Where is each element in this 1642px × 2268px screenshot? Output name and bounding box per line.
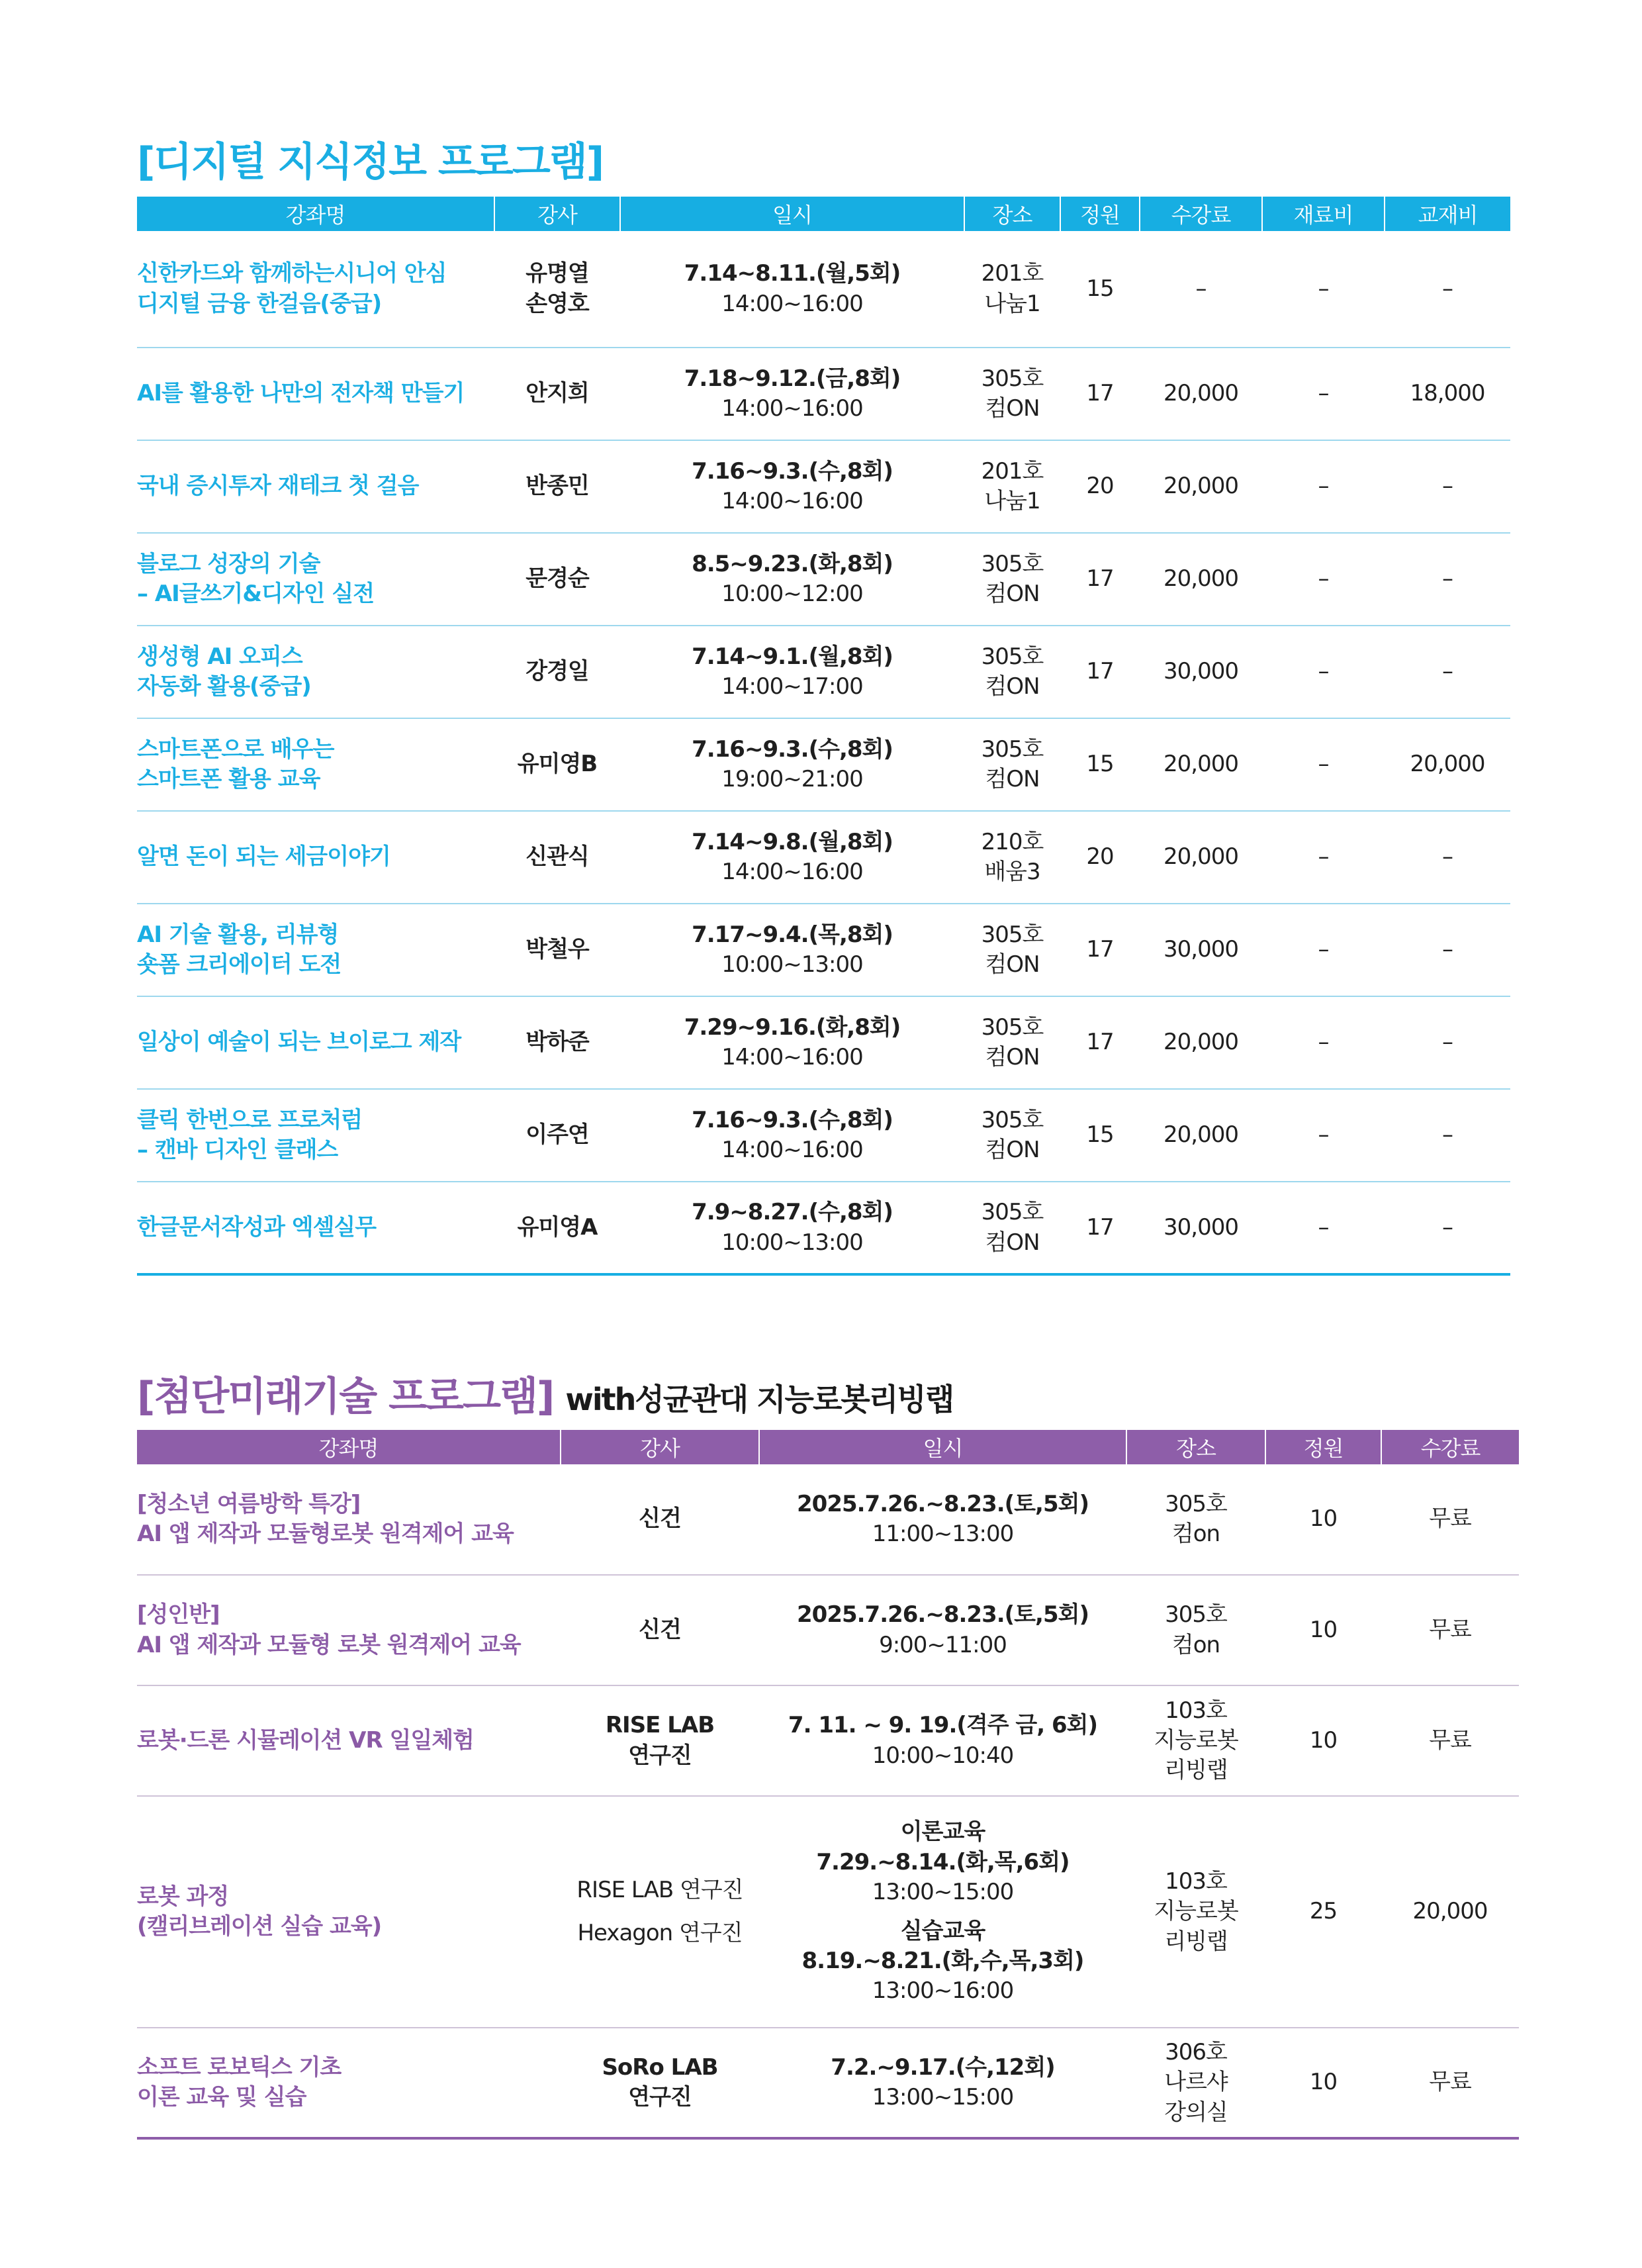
schedule-time: 9:00~11:00 — [879, 1631, 1007, 1658]
instructor-cell — [561, 1464, 759, 1575]
digital-table-body — [137, 231, 1510, 1274]
place-line: 지능로봇 — [1154, 1898, 1238, 1925]
schedule-cell — [620, 904, 964, 996]
schedule-date: 2025.7.26.~8.23.(토,5회) — [797, 1490, 1089, 1517]
course-name-cell — [137, 1464, 561, 1575]
place-line: 305호 — [1165, 1490, 1227, 1517]
schedule-cell — [759, 1685, 1126, 1796]
schedule-label: 이론교육 — [900, 1819, 985, 1846]
schedule-cell — [620, 440, 964, 533]
header-schedule: 일시 — [759, 1430, 1126, 1464]
place-line: 103호 — [1165, 1868, 1227, 1895]
place-cell — [964, 904, 1060, 996]
schedule-date: 7.14~8.11.(월,5회) — [684, 260, 901, 287]
course-name: 알면 돈이 되는 세금이야기 — [137, 843, 390, 871]
future-tech-section — [137, 1357, 1519, 2140]
table-row — [137, 348, 1510, 440]
capacity-cell: 10 — [1309, 1616, 1338, 1643]
fee-cell: 20,000 — [1163, 843, 1238, 871]
digital-table-header — [137, 197, 1510, 231]
place-line: 305호 — [1165, 1601, 1227, 1629]
textbook-fee-cell: 18,000 — [1410, 380, 1485, 407]
place-cell — [964, 231, 1060, 348]
place-line: 컴on — [1171, 1631, 1220, 1658]
table-row — [137, 718, 1510, 811]
capacity-cell: 10 — [1309, 2069, 1338, 2096]
course-name: 이론 교육 및 실습 — [137, 2084, 306, 2110]
room-name: 컴ON — [985, 395, 1040, 422]
material-fee-cell: – — [1318, 936, 1329, 963]
header-instructor: 강사 — [561, 1430, 759, 1464]
capacity-cell: 17 — [1086, 565, 1114, 592]
schedule-date: 7.18~9.12.(금,8회) — [684, 365, 901, 392]
schedule-cell — [620, 996, 964, 1089]
course-name-cell — [137, 231, 494, 348]
schedule-date: 7.2.~9.17.(수,12회) — [831, 2054, 1055, 2081]
schedule-date: 7. 11. ~ 9. 19.(격주 금, 6회) — [788, 1712, 1098, 1739]
place-cell — [964, 348, 1060, 440]
place-line: 컴on — [1171, 1521, 1220, 1547]
course-name-cell — [137, 348, 494, 440]
capacity-cell: 10 — [1309, 1726, 1338, 1754]
course-name-cell — [137, 811, 494, 904]
schedule-time: 10:00~13:00 — [721, 951, 863, 978]
place-cell — [1126, 1464, 1265, 1575]
digital-program-table — [137, 197, 1510, 1276]
schedule-time: 14:00~16:00 — [721, 1044, 863, 1070]
place-cell — [1126, 1685, 1265, 1796]
room-number: 305호 — [981, 643, 1044, 670]
textbook-fee-cell: – — [1442, 275, 1453, 302]
textbook-fee-cell: – — [1442, 473, 1453, 500]
course-name: 스마트폰으로 배우는 — [137, 735, 334, 763]
table-row — [137, 626, 1510, 718]
instructor-name: SoRo LAB — [602, 2054, 718, 2081]
schedule-cell — [620, 718, 964, 811]
course-name: – AI글쓰기&디자인 실전 — [137, 581, 375, 607]
future-program-table — [137, 1430, 1519, 2140]
header-schedule: 일시 — [620, 197, 964, 231]
schedule-time: 10:00~10:40 — [872, 1742, 1014, 1769]
course-name: [청소년 여름방학 특강] — [137, 1490, 361, 1517]
fee-cell: – — [1195, 275, 1207, 302]
instructor-name: 신건 — [639, 1616, 681, 1643]
course-name: AI 앱 제작과 모듈형 로봇 원격제어 교육 — [137, 1631, 521, 1658]
room-name: 컴ON — [985, 673, 1040, 700]
capacity-cell: 17 — [1086, 658, 1114, 685]
room-number: 305호 — [981, 921, 1044, 948]
textbook-fee-cell: 20,000 — [1410, 751, 1485, 778]
room-name: 컴ON — [985, 1137, 1040, 1163]
capacity-cell: 15 — [1086, 751, 1114, 778]
instructor-name: 연구진 — [628, 1742, 692, 1769]
course-name: AI 앱 제작과 모듈형로봇 원격제어 교육 — [137, 1521, 514, 1547]
fee-cell: 30,000 — [1163, 1213, 1238, 1241]
fee-cell: 20,000 — [1163, 751, 1238, 778]
course-name: 신한카드와 함께하는시니어 안심 — [137, 260, 447, 287]
textbook-fee-cell: – — [1442, 565, 1453, 592]
instructor-cell — [561, 1575, 759, 1685]
table-row — [137, 1089, 1510, 1182]
material-fee-cell: – — [1318, 658, 1329, 685]
place-line: 강의실 — [1164, 2099, 1228, 2126]
schedule-label: 실습교육 — [900, 1918, 985, 1944]
material-fee-cell: – — [1318, 843, 1329, 871]
instructor-cell — [494, 718, 620, 811]
instructor-cell — [494, 533, 620, 626]
instructor-cell — [494, 904, 620, 996]
room-number: 305호 — [981, 1199, 1044, 1226]
place-cell — [964, 1182, 1060, 1274]
material-fee-cell: – — [1318, 1121, 1329, 1149]
course-name: 국내 증시투자 재테크 첫 걸음 — [137, 473, 419, 500]
course-name: 로봇 과정 — [137, 1883, 229, 1910]
schedule-cell — [759, 2028, 1126, 2138]
capacity-cell: 15 — [1086, 275, 1114, 302]
capacity-cell: 17 — [1086, 936, 1114, 963]
schedule-date: 7.16~9.3.(수,8회) — [692, 735, 893, 763]
fee-cell: 무료 — [1429, 1616, 1471, 1643]
room-name: 나눔1 — [984, 290, 1040, 317]
fee-cell: 20,000 — [1163, 1029, 1238, 1056]
schedule-date: 7.29.~8.14.(화,목,6회) — [816, 1848, 1070, 1875]
instructor-cell — [561, 1796, 759, 2028]
future-section-header — [137, 1357, 1519, 1420]
future-section-title: [첨단미래기술 프로그램] — [137, 1374, 554, 1420]
table-row — [137, 904, 1510, 996]
schedule-date: 8.19.~8.21.(화,수,목,3회) — [801, 1948, 1084, 1975]
place-cell — [964, 718, 1060, 811]
header-place: 장소 — [964, 197, 1060, 231]
capacity-cell: 25 — [1309, 1898, 1338, 1925]
schedule-time: 13:00~15:00 — [872, 1878, 1014, 1905]
course-name-cell — [137, 996, 494, 1089]
material-fee-cell: – — [1318, 565, 1329, 592]
course-name: 숏폼 크리에이터 도전 — [137, 951, 342, 978]
fee-cell: 30,000 — [1163, 936, 1238, 963]
place-line: 리빙랩 — [1164, 1928, 1228, 1955]
header-textbook: 교재비 — [1385, 197, 1510, 231]
course-name: AI를 활용한 나만의 전자책 만들기 — [137, 380, 465, 407]
room-number: 201호 — [981, 457, 1044, 485]
material-fee-cell: – — [1318, 1029, 1329, 1056]
material-fee-cell: – — [1318, 1213, 1329, 1241]
course-name-cell — [137, 1182, 494, 1274]
room-number: 305호 — [981, 365, 1044, 392]
course-name: 스마트폰 활용 교육 — [137, 766, 320, 792]
instructor-name: 신관식 — [525, 843, 589, 871]
instructor-name: 연구진 — [628, 2084, 692, 2110]
table-row — [137, 1182, 1510, 1274]
schedule-cell — [620, 231, 964, 348]
instructor-cell — [494, 1182, 620, 1274]
digital-program-section — [137, 122, 1510, 1276]
course-name-cell — [137, 904, 494, 996]
schedule-time: 13:00~15:00 — [872, 2084, 1014, 2110]
textbook-fee-cell: – — [1442, 1029, 1453, 1056]
fee-cell: 20,000 — [1163, 1121, 1238, 1149]
place-line: 리빙랩 — [1164, 1757, 1228, 1784]
fee-cell: 무료 — [1429, 2069, 1471, 2096]
schedule-date: 7.29~9.16.(화,8회) — [684, 1014, 901, 1041]
room-name: 컴ON — [985, 951, 1040, 978]
instructor-name: RISE LAB — [605, 1712, 715, 1739]
schedule-time: 13:00~16:00 — [872, 1977, 1014, 2005]
table-row — [137, 440, 1510, 533]
capacity-cell: 17 — [1086, 380, 1114, 407]
place-cell — [964, 533, 1060, 626]
place-line: 103호 — [1165, 1697, 1227, 1724]
schedule-cell — [620, 626, 964, 718]
course-name: 로봇·드론 시뮬레이션 VR 일일체험 — [137, 1726, 474, 1754]
schedule-date: 2025.7.26.~8.23.(토,5회) — [797, 1601, 1089, 1629]
schedule-time: 14:00~16:00 — [721, 395, 863, 422]
course-name-cell — [137, 1685, 561, 1796]
instructor-name: 유명열 — [525, 260, 589, 287]
course-name-cell — [137, 1575, 561, 1685]
schedule-date: 7.17~9.4.(목,8회) — [692, 921, 893, 948]
course-name: 한글문서작성과 엑셀실무 — [137, 1213, 377, 1241]
room-name: 나눔1 — [984, 488, 1040, 514]
schedule-cell — [620, 348, 964, 440]
fee-cell: 20,000 — [1412, 1898, 1488, 1925]
instructor-name: RISE LAB 연구진 — [576, 1876, 743, 1903]
schedule-time: 14:00~16:00 — [721, 488, 863, 514]
future-table-body — [137, 1464, 1519, 2138]
schedule-time: 10:00~13:00 — [721, 1229, 863, 1256]
capacity-cell: 20 — [1086, 473, 1114, 500]
table-row — [137, 533, 1510, 626]
schedule-date: 7.14~9.8.(월,8회) — [692, 828, 893, 855]
course-name-cell — [137, 718, 494, 811]
capacity-cell: 10 — [1309, 1505, 1338, 1533]
course-name: – 캔바 디자인 클래스 — [137, 1137, 338, 1163]
future-table-header — [137, 1430, 1519, 1464]
course-name-cell — [137, 440, 494, 533]
future-section-subtitle: with성균관대 지능로봇리빙랩 — [565, 1382, 954, 1417]
room-name: 컴ON — [985, 1229, 1040, 1256]
material-fee-cell: – — [1318, 751, 1329, 778]
textbook-fee-cell: – — [1442, 936, 1453, 963]
capacity-cell: 20 — [1086, 843, 1114, 871]
schedule-cell — [620, 1089, 964, 1182]
textbook-fee-cell: – — [1442, 1121, 1453, 1149]
place-cell — [1126, 2028, 1265, 2138]
room-number: 305호 — [981, 1014, 1044, 1041]
place-cell — [1126, 1796, 1265, 2028]
table-row — [137, 1685, 1519, 1796]
room-number: 305호 — [981, 1106, 1044, 1133]
header-name: 강좌명 — [137, 1430, 561, 1464]
course-name: AI 기술 활용, 리뷰형 — [137, 921, 339, 948]
instructor-name: 손영호 — [525, 290, 589, 317]
room-name: 배움3 — [984, 859, 1040, 885]
place-line: 306호 — [1165, 2039, 1227, 2066]
place-cell — [964, 811, 1060, 904]
schedule-time: 14:00~16:00 — [721, 1137, 863, 1163]
header-fee: 수강료 — [1140, 197, 1262, 231]
instructor-cell — [494, 996, 620, 1089]
textbook-fee-cell: – — [1442, 843, 1453, 871]
schedule-cell — [620, 1182, 964, 1274]
room-number: 305호 — [981, 735, 1044, 763]
course-name-cell — [137, 2028, 561, 2138]
header-material: 재료비 — [1262, 197, 1385, 231]
digital-section-title: [디지털 지식정보 프로그램] — [137, 139, 604, 185]
capacity-cell: 15 — [1086, 1121, 1114, 1149]
instructor-name: Hexagon 연구진 — [577, 1920, 743, 1946]
course-name: [성인반] — [137, 1601, 220, 1629]
instructor-cell — [561, 2028, 759, 2138]
course-name: 클릭 한번으로 프로처럼 — [137, 1106, 363, 1133]
course-name: 블로그 성장의 기술 — [137, 550, 320, 577]
instructor-cell — [494, 231, 620, 348]
course-name: 일상이 예술이 되는 브이로그 제작 — [137, 1029, 461, 1056]
place-cell — [964, 626, 1060, 718]
instructor-cell — [494, 1089, 620, 1182]
schedule-time: 10:00~12:00 — [721, 581, 863, 607]
schedule-cell — [759, 1796, 1126, 2028]
schedule-date: 7.16~9.3.(수,8회) — [692, 457, 893, 485]
table-row — [137, 231, 1510, 348]
table-row — [137, 811, 1510, 904]
course-name: 자동화 활용(중급) — [137, 673, 311, 700]
fee-cell: 무료 — [1429, 1505, 1471, 1533]
instructor-cell — [494, 626, 620, 718]
place-line: 나르샤 — [1164, 2069, 1228, 2096]
instructor-name: 강경일 — [525, 658, 589, 685]
schedule-date: 7.14~9.1.(월,8회) — [692, 643, 893, 670]
fee-cell: 20,000 — [1163, 565, 1238, 592]
course-name: (캘리브레이션 실습 교육) — [137, 1913, 382, 1940]
place-line: 지능로봇 — [1154, 1726, 1238, 1754]
schedule-time: 14:00~16:00 — [721, 859, 863, 885]
header-capacity: 정원 — [1265, 1430, 1381, 1464]
course-name-cell — [137, 1089, 494, 1182]
header-instructor: 강사 — [494, 197, 620, 231]
material-fee-cell: – — [1318, 380, 1329, 407]
fee-cell: 20,000 — [1163, 380, 1238, 407]
digital-section-header — [137, 122, 1510, 185]
course-name-cell — [137, 626, 494, 718]
table-row — [137, 1464, 1519, 1575]
instructor-name: 반종민 — [525, 473, 589, 500]
place-cell — [964, 1089, 1060, 1182]
textbook-fee-cell: – — [1442, 658, 1453, 685]
schedule-cell — [620, 533, 964, 626]
fee-cell: 30,000 — [1163, 658, 1238, 685]
instructor-cell — [561, 1685, 759, 1796]
instructor-cell — [494, 811, 620, 904]
header-capacity: 정원 — [1060, 197, 1140, 231]
schedule-time: 19:00~21:00 — [721, 766, 863, 792]
room-name: 컴ON — [985, 581, 1040, 607]
instructor-cell — [494, 348, 620, 440]
textbook-fee-cell: – — [1442, 1213, 1453, 1241]
capacity-cell: 17 — [1086, 1213, 1114, 1241]
room-name: 컴ON — [985, 766, 1040, 792]
room-number: 210호 — [981, 828, 1044, 855]
table-row — [137, 2028, 1519, 2138]
schedule-date: 7.9~8.27.(수,8회) — [692, 1199, 893, 1226]
room-number: 305호 — [981, 550, 1044, 577]
instructor-name: 이주연 — [525, 1121, 589, 1149]
material-fee-cell: – — [1318, 275, 1329, 302]
instructor-name: 박하준 — [525, 1029, 589, 1056]
instructor-name: 박철우 — [525, 936, 589, 963]
header-fee: 수강료 — [1381, 1430, 1519, 1464]
course-name-cell — [137, 533, 494, 626]
capacity-cell: 17 — [1086, 1029, 1114, 1056]
instructor-name: 문경순 — [525, 565, 589, 592]
place-cell — [1126, 1575, 1265, 1685]
course-name: 생성형 AI 오피스 — [137, 643, 302, 670]
instructor-cell — [494, 440, 620, 533]
fee-cell: 20,000 — [1163, 473, 1238, 500]
course-name-cell — [137, 1796, 561, 2028]
instructor-name: 유미영B — [517, 751, 598, 778]
schedule-cell — [620, 811, 964, 904]
place-cell — [964, 440, 1060, 533]
schedule-date: 8.5~9.23.(화,8회) — [692, 550, 893, 577]
schedule-cell — [759, 1464, 1126, 1575]
header-name: 강좌명 — [137, 197, 494, 231]
material-fee-cell: – — [1318, 473, 1329, 500]
table-row — [137, 1796, 1519, 2028]
room-name: 컴ON — [985, 1044, 1040, 1070]
schedule-time: 14:00~16:00 — [721, 290, 863, 317]
schedule-cell — [759, 1575, 1126, 1685]
instructor-name: 유미영A — [517, 1213, 598, 1241]
room-number: 201호 — [981, 260, 1044, 287]
schedule-time: 11:00~13:00 — [872, 1521, 1014, 1547]
schedule-date: 7.16~9.3.(수,8회) — [692, 1106, 893, 1133]
schedule-time: 14:00~17:00 — [721, 673, 863, 700]
fee-cell: 무료 — [1429, 1726, 1471, 1754]
instructor-name: 안지희 — [525, 380, 589, 407]
header-place: 장소 — [1126, 1430, 1265, 1464]
course-name: 소프트 로보틱스 기초 — [137, 2054, 342, 2081]
course-name: 디지털 금융 한걸음(중급) — [137, 290, 382, 317]
instructor-name: 신건 — [639, 1505, 681, 1533]
table-row — [137, 996, 1510, 1089]
table-row — [137, 1575, 1519, 1685]
place-cell — [964, 996, 1060, 1089]
